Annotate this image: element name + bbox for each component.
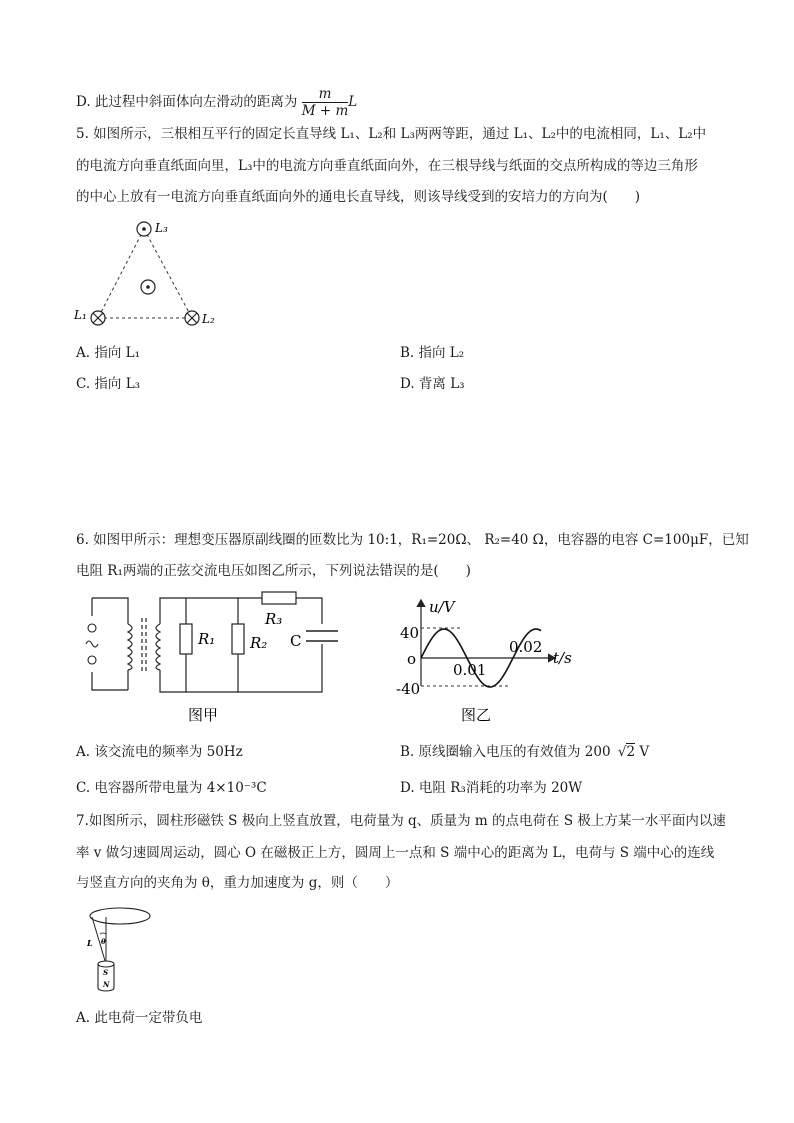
capacitor-icon [306, 631, 338, 641]
q7-option-a[interactable]: A. 此电荷一定带负电 [76, 1010, 203, 1026]
label-s: S [103, 968, 109, 977]
caption-fig-b: 图乙 [461, 706, 492, 724]
label-r1: R₁ [198, 630, 216, 648]
q5-stem-line-3: 的中心上放有一电流方向垂直纸面向外的通电长直导线，则该导线受到的安培力的方向为( ) [76, 189, 641, 205]
q7-stem-line-1: 7.如图所示，圆柱形磁铁 S 极向上竖直放置，电荷量为 q、质量为 m 的点电荷在 S 极上方某一水平面内以速 [76, 813, 726, 829]
q6-voltage-graph [395, 596, 585, 728]
ac-source-icon [86, 616, 98, 672]
q4-option-d [76, 86, 357, 119]
q6-stem-line-1: 6. 如图甲所示：理想变压器原副线圈的匝数比为 10:1，R₁=20Ω、 R₂=40 Ω，电容器的电容 C=100μF，已知 [76, 532, 749, 548]
secondary-coil [156, 624, 160, 670]
y-max-label: 40 [400, 624, 420, 642]
wire-l2-in-icon [185, 311, 199, 325]
q5-option-b[interactable]: B. 指向 L₂ [400, 345, 465, 361]
label-r3: R₃ [265, 610, 283, 628]
q4-option-d-text: D. 此过程中斜面体向左滑动的距离为 [76, 94, 298, 110]
q5-option-d[interactable]: D. 背离 L₃ [400, 376, 465, 392]
q7-stem-line-2: 率 v 做匀速圆周运动，圆心 O 在磁极正上方，圆周上一点和 S 端中心的距离为 L，电荷与 S 端中心的连线 [76, 845, 715, 861]
q7-stem-line-3: 与竖直方向的夹角为 θ，重力加速度为 g，则（ ） [76, 875, 399, 891]
origin-label: o [407, 650, 417, 668]
q6-option-c[interactable]: C. 电容器所带电量为 4×10⁻³C [76, 780, 267, 796]
q5-stem-line-2: 的电流方向垂直纸面向里，L₃中的电流方向垂直纸面向外，在三根导线与纸面的交点所构成的等边三角形 [76, 158, 698, 174]
wire-l3-out-icon [137, 222, 151, 236]
fraction [302, 86, 349, 119]
q5-option-a[interactable]: A. 指向 L₁ [76, 345, 140, 361]
q5-stem-line-1: 5. 如图所示，三根相互平行的固定长直导线 L₁、L₂和 L₃两两等距，通过 L₁、L₂中的电流相同，L₁、L₂中 [76, 126, 707, 142]
caption-fig-a: 图甲 [188, 706, 219, 724]
t2-label: 0.02 [509, 638, 543, 656]
fraction-denominator: M + m [301, 103, 349, 119]
center-wire-out-icon [141, 280, 155, 294]
resistor-r2 [232, 624, 244, 654]
circular-orbit [90, 908, 150, 924]
fraction-numerator: m [302, 86, 349, 103]
label-n: N [103, 980, 110, 989]
sqrt-expression: √2 [617, 744, 636, 760]
label-r2: R₂ [250, 634, 268, 652]
primary-coil [128, 624, 132, 670]
label-c: C [290, 632, 302, 650]
q6-option-b-unit: V [639, 744, 650, 760]
sqrt-radicand: 2 [626, 744, 636, 760]
q6-option-b-text: B. 原线圈输入电压的有效值为 200 [400, 744, 611, 760]
label-l1: L₁ [74, 308, 87, 322]
q5-triangle-figure [72, 212, 232, 336]
t1-label: 0.01 [453, 661, 487, 679]
q6-option-a[interactable]: A. 该交流电的频率为 50Hz [76, 744, 243, 760]
fraction-tail: L [348, 94, 358, 110]
label-theta: θ [101, 937, 106, 946]
x-axis-label: t/s [553, 649, 572, 667]
q7-magnet-figure [74, 904, 160, 996]
label-l2: L₂ [202, 312, 215, 326]
y-axis-label: u/V [429, 598, 455, 616]
y-min-label: -40 [396, 680, 421, 698]
resistor-r3 [262, 592, 296, 604]
q5-option-c[interactable]: C. 指向 L₃ [76, 376, 141, 392]
q6-stem-line-2: 电阻 R₁两端的正弦交流电压如图乙所示，下列说法错误的是( ) [76, 563, 471, 579]
q6-circuit-figure [80, 586, 350, 726]
label-l3: L₃ [155, 221, 168, 235]
resistor-r1 [180, 624, 192, 654]
wire-l1-in-icon [91, 311, 105, 325]
q6-option-b[interactable] [400, 742, 649, 762]
label-l: L [87, 938, 93, 948]
q6-option-d[interactable]: D. 电阻 R₃消耗的功率为 20W [400, 780, 583, 796]
triangle-edges [98, 229, 192, 318]
